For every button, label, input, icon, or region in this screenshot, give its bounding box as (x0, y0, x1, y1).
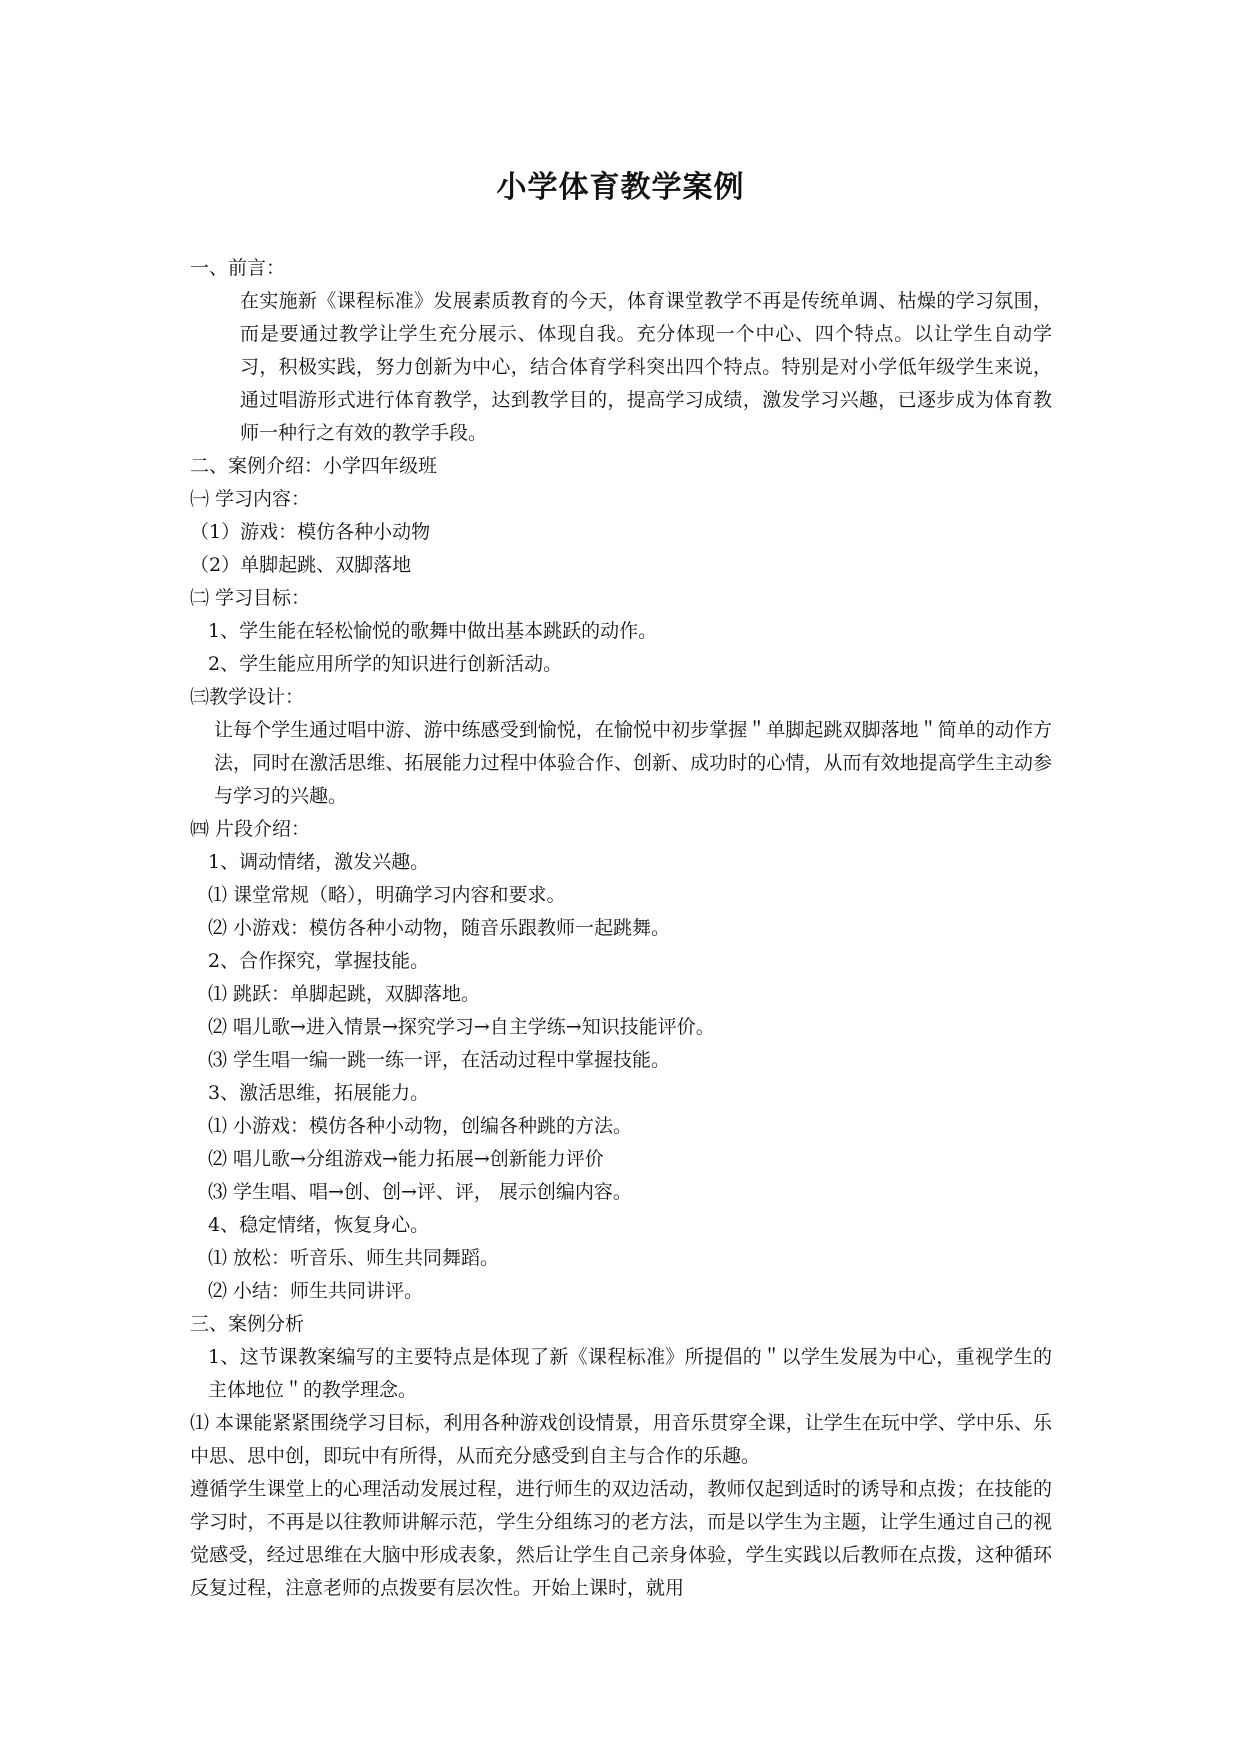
analysis-paragraph-3: 遵循学生课堂上的心理活动发展过程，进行师生的双边活动，教师仅起到适时的诱导和点拨；在技能的学习时，不再是以往教师讲解示范，学生分组练习的老方法，而是以学生为主题，让学生通过自己的视觉感受，经过思维在大脑中形成表象，然后让学生自己亲身体验，学生实践以后教师在点拨，这种循环反复过程，注意老师的点拨要有层次性。开始上课时，就用 (190, 1478, 1052, 1599)
document-title: 小学体育教学案例 (496, 170, 745, 205)
section-heading-case: 二、案例介绍：小学四年级班 (190, 455, 438, 477)
section-heading-preface: 一、前言： (190, 257, 286, 279)
fragment-step-3-item-2: ⑵ 唱儿歌→分组游戏→能力拓展→创新能力评价 (208, 1148, 604, 1170)
goal-item-2: 2、学生能应用所学的知识进行创新活动。 (208, 653, 563, 675)
fragment-step-4: 4、稳定情绪，恢复身心。 (208, 1214, 430, 1236)
fragment-step-2-item-1: ⑴ 跳跃：单脚起跳，双脚落地。 (208, 983, 481, 1005)
content-item-1: （1）游戏：模仿各种小动物 (190, 521, 431, 543)
fragment-step-1-item-2: ⑵ 小游戏：模仿各种小动物，随音乐跟教师一起跳舞。 (208, 917, 671, 939)
analysis-paragraph-2: ⑴ 本课能紧紧围绕学习目标，利用各种游戏创设情景，用音乐贯穿全课，让学生在玩中学、学中乐、乐中思、思中创，即玩中有所得，从而充分感受到自主与合作的乐趣。 (190, 1412, 1052, 1467)
fragment-step-1: 1、调动情绪，激发兴趣。 (208, 851, 430, 873)
subheading-fragments: ㈣ 片段介绍： (190, 818, 311, 840)
fragment-step-2-item-3: ⑶ 学生唱一编一跳一练一评，在活动过程中掌握技能。 (208, 1049, 671, 1071)
content-item-2: （2）单脚起跳、双脚落地 (190, 554, 412, 576)
subheading-content: ㈠ 学习内容： (190, 488, 311, 510)
fragment-step-3-item-1: ⑴ 小游戏：模仿各种小动物，创编各种跳的方法。 (208, 1115, 633, 1137)
fragment-step-2-item-2: ⑵ 唱儿歌→进入情景→探究学习→自主学练→知识技能评价。 (208, 1016, 715, 1038)
fragment-step-3: 3、激活思维，拓展能力。 (208, 1082, 430, 1104)
fragment-step-4-item-2: ⑵ 小结：师生共同讲评。 (208, 1280, 424, 1302)
fragment-step-2: 2、合作探究，掌握技能。 (208, 950, 430, 972)
goal-item-1: 1、学生能在轻松愉悦的歌舞中做出基本跳跃的动作。 (208, 620, 658, 642)
subheading-goals: ㈡ 学习目标： (190, 587, 311, 609)
document-body (190, 252, 1052, 1605)
fragment-step-1-item-1: ⑴ 课堂常规（略），明确学习内容和要求。 (208, 884, 566, 906)
fragment-step-3-item-3: ⑶ 学生唱、唱→创、创→评、评， 展示创编内容。 (208, 1181, 632, 1203)
preface-paragraph: 在实施新《课程标准》发展素质教育的今天，体育课堂教学不再是传统单调、枯燥的学习氛围，而是要通过教学让学生充分展示、体现自我。充分体现一个中心、四个特点。以让学生自动学习，积极实践，努力创新为中心，结合体育学科突出四个特点。特别是对小学低年级学生来说，通过唱游形式进行体育教学，达到教学目的，提高学习成绩，激发学习兴趣，已逐步成为体育教师一种行之有效的教学手段。 (240, 290, 1052, 444)
section-heading-analysis: 三、案例分析 (190, 1313, 305, 1335)
design-paragraph: 让每个学生通过唱中游、游中练感受到愉悦，在愉悦中初步掌握＂单脚起跳双脚落地＂简单的动作方法，同时在激活思维、拓展能力过程中体验合作、创新、成功时的心情，从而有效地提高学生主动参与学习的兴趣。 (214, 719, 1052, 807)
fragment-step-4-item-1: ⑴ 放松：听音乐、师生共同舞蹈。 (208, 1247, 500, 1269)
analysis-paragraph-1: 1、这节课教案编写的主要特点是体现了新《课程标准》所提倡的＂以学生发展为中心，重视学生的主体地位＂的教学理念。 (208, 1346, 1052, 1401)
subheading-design: ㈢教学设计： (190, 686, 305, 708)
